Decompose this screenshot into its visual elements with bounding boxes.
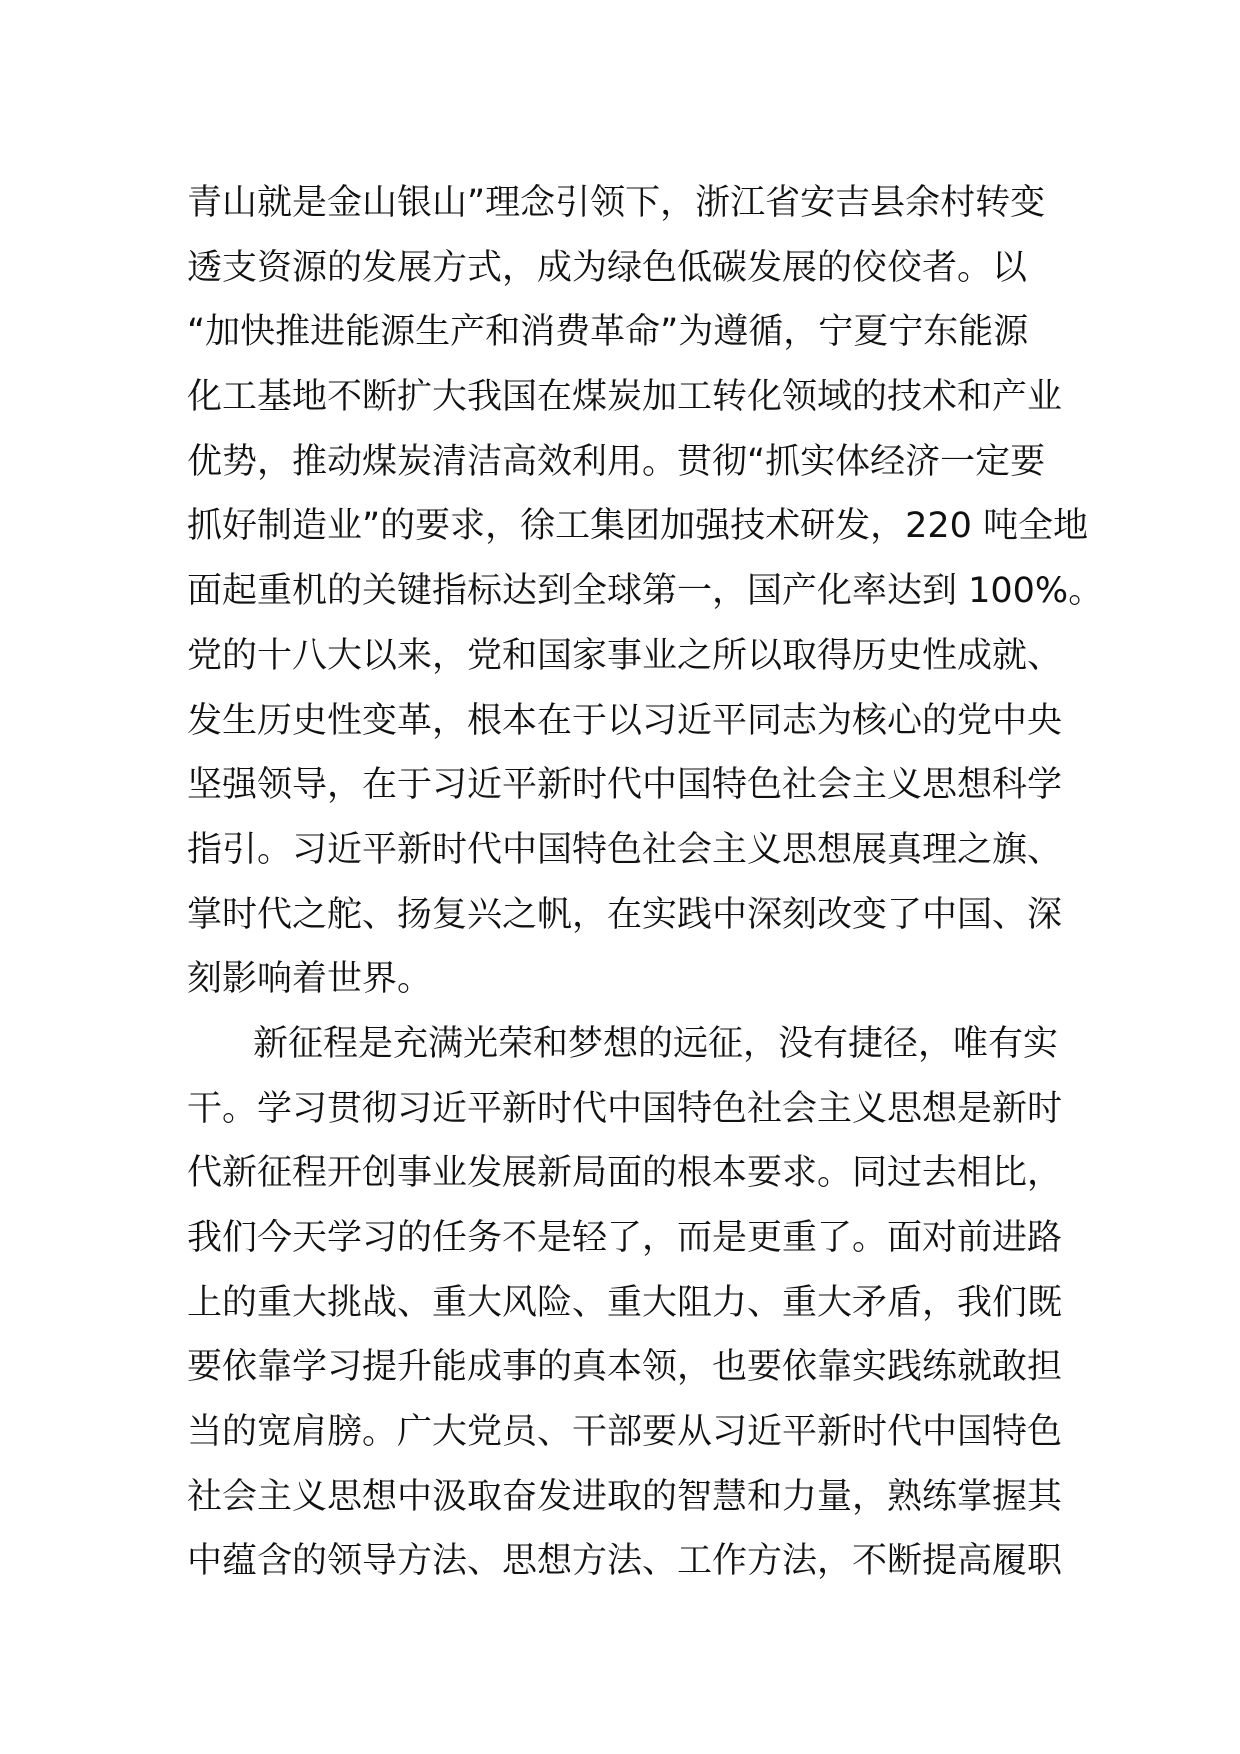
text-line: 指引。习近平新时代中国特色社会主义思想展真理之旗、: [187, 829, 1063, 870]
text-line: 当的宽肩膀。广大党员、干部要从习近平新时代中国特色: [187, 1412, 1063, 1453]
body-text: [187, 171, 1104, 1594]
text-line: 优势，推动煤炭清洁高效利用。贯彻“抓实体经济一定要: [187, 441, 1046, 482]
text-line: 要依靠学习提升能成事的真本领，也要依靠实践练就敢担: [187, 1347, 1063, 1388]
text-line: 掌时代之舵、扬复兴之帆，在实践中深刻改变了中国、深: [187, 894, 1063, 935]
text-line: 坚强领导，在于习近平新时代中国特色社会主义思想科学: [187, 765, 1063, 806]
text-line: 干。学习贯彻习近平新时代中国特色社会主义思想是新时: [187, 1088, 1063, 1129]
text-line: 社会主义思想中汲取奋发进取的智慧和力量，熟练掌握其: [187, 1476, 1063, 1517]
text-line: “加快推进能源生产和消费革命”为遵循，宁夏宁东能源: [187, 312, 1029, 353]
text-line: 中蕴含的领导方法、思想方法、工作方法，不断提高履职: [187, 1541, 1063, 1582]
text-line: 面起重机的关键指标达到全球第一，国产化率达到 100%。: [187, 571, 1104, 612]
text-line: 青山就是金山银山”理念引领下，浙江省安吉县余村转变: [187, 183, 1046, 223]
text-line: 抓好制造业”的要求，徐工集团加强技术研发，220 吨全地: [187, 506, 1089, 547]
text-line: 我们今天学习的任务不是轻了，而是更重了。面对前进路: [187, 1218, 1063, 1258]
text-line: 代新征程开创事业发展新局面的根本要求。同过去相比，: [187, 1153, 1063, 1194]
text-line: 刻影响着世界。: [187, 959, 433, 1000]
text-line: 上的重大挑战、重大风险、重大阻力、重大矛盾，我们既: [187, 1282, 1063, 1323]
text-line: 化工基地不断扩大我国在煤炭加工转化领域的技术和产业: [187, 377, 1063, 418]
text-line: 党的十八大以来，党和国家事业之所以取得历史性成就、: [187, 635, 1063, 676]
text-line: 发生历史性变革，根本在于以习近平同志为核心的党中央: [187, 700, 1063, 741]
text-line: 透支资源的发展方式，成为绿色低碳发展的佼佼者。以: [187, 247, 1028, 288]
paragraph-first-line: 新征程是充满光荣和梦想的远征，没有捷径，唯有实: [253, 1023, 1059, 1064]
